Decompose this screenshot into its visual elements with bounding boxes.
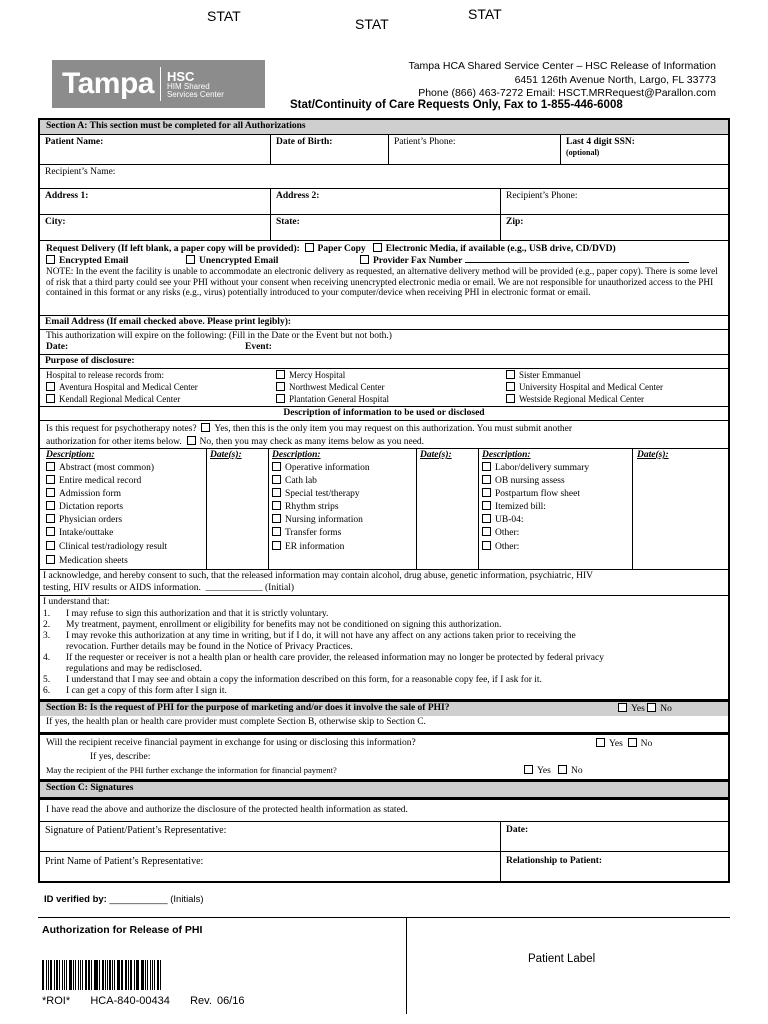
exchange-yes-label: Yes (537, 766, 551, 776)
record-item-label: Rhythm strips (285, 502, 339, 512)
items-grid (40, 448, 728, 569)
hospital-checkbox[interactable] (276, 370, 285, 379)
hospital-checkbox[interactable] (506, 382, 515, 391)
record-item-label: OB nursing assess (495, 476, 565, 486)
record-item-label: Special test/therapy (285, 489, 360, 499)
barcode-bar (154, 960, 155, 990)
record-item[interactable] (482, 541, 519, 553)
barcode-bar (50, 960, 53, 990)
record-item[interactable] (482, 462, 589, 474)
hospital-option[interactable] (506, 370, 581, 380)
stat-label-3: STAT (468, 6, 502, 22)
grid-divider (268, 449, 269, 569)
hospitals-block (40, 368, 728, 406)
address-row (40, 188, 728, 214)
barcode-bar (125, 960, 127, 990)
psych-line-1 (46, 423, 572, 435)
record-item[interactable] (272, 462, 370, 474)
barcode-bar (88, 960, 90, 990)
record-item[interactable] (46, 488, 121, 500)
footer-divider (38, 917, 730, 918)
barcode-bar (134, 960, 135, 990)
logo-line2: HIM Shared (166, 81, 210, 91)
record-item-label: Entire medical record (59, 476, 142, 486)
revision: Rev. 06/16 (190, 995, 245, 1007)
barcode-bar (160, 960, 161, 990)
barcode-bar (107, 960, 108, 990)
record-checkbox[interactable] (46, 488, 55, 497)
consent-line-2-text: testing, HIV results or AIDS information. (43, 583, 201, 593)
psych-question: Is this request for psychotherapy notes? (46, 424, 197, 434)
tampa-hsc-logo (52, 60, 265, 108)
exchange-question: May the recipient of the PHI further exchange the information for financial payment? (46, 765, 337, 775)
record-item-label: Other: (495, 528, 520, 538)
barcode-bar (112, 960, 113, 990)
hospital-option[interactable] (506, 394, 644, 404)
delivery-line-2b (186, 255, 278, 267)
record-item-label: Dictation reports (59, 502, 124, 512)
record-item[interactable] (482, 501, 546, 513)
record-item[interactable] (46, 462, 154, 474)
barcode-bar (46, 960, 47, 990)
hospital-checkbox[interactable] (46, 394, 55, 403)
ssn-label: Last 4 digit SSN: (566, 137, 635, 147)
address1-field[interactable]: Address 1: (45, 191, 89, 201)
record-checkbox[interactable] (482, 488, 491, 497)
understand-item: My treatment, payment, enrollment or eligibility for benefits may not be conditioned on signing this authorization. (66, 620, 502, 630)
barcode-bar (122, 960, 123, 990)
section-b-no-label: No (660, 704, 672, 714)
unencrypted-email-checkbox[interactable] (186, 255, 195, 264)
patient-name-field[interactable]: Patient Name: (45, 137, 104, 147)
col1-description-header: Description: (46, 450, 95, 460)
hospital-name: Kendall Regional Medical Center (59, 394, 181, 404)
barcode-bar (130, 960, 132, 990)
psych-no-checkbox[interactable] (187, 436, 196, 445)
record-checkbox[interactable] (482, 475, 491, 484)
record-item-label: Abstract (most common) (59, 463, 154, 473)
barcode-bar (82, 960, 83, 990)
exchange-no-label: No (570, 766, 583, 776)
record-checkbox[interactable] (272, 475, 281, 484)
record-item-label: Itemized bill: (495, 502, 546, 512)
record-checkbox[interactable] (482, 527, 491, 536)
barcode-bar (85, 960, 87, 990)
understand-item: I can get a copy of this form after I sign it. (66, 686, 227, 696)
header-org: Tampa HCA Shared Service Center – HSC Release of Information (408, 60, 716, 72)
record-item[interactable] (46, 475, 141, 487)
id-verified-label: ID verified by: (44, 894, 107, 905)
record-item-label: Other: (495, 542, 520, 552)
psych-no-label: No, then you may check as many items below as you need. (199, 437, 425, 447)
barcode-bar (152, 960, 153, 990)
logo-line3: Services Center (166, 89, 224, 99)
authorization-form (38, 118, 730, 883)
delivery-line-2c (360, 255, 689, 267)
payment-yes-label: Yes (609, 739, 623, 749)
record-checkbox[interactable] (272, 541, 281, 550)
signature-date-field[interactable]: Date: (500, 822, 728, 851)
psych-yes-label: Yes, then this is the only item you may request on this authorization. You must submit another (214, 424, 573, 434)
dob-field[interactable]: Date of Birth: (270, 135, 388, 164)
exchange-yes-no (524, 765, 583, 777)
record-item-label: ER information (285, 542, 345, 552)
barcode-bar (121, 960, 122, 990)
record-checkbox[interactable] (46, 555, 55, 564)
expiration-row (40, 329, 728, 354)
roi-code: *ROI* (42, 995, 71, 1007)
expire-event-field[interactable]: Event: (245, 342, 272, 352)
id-verified-blank[interactable]: ___________ (109, 894, 168, 905)
electronic-media-label: Electronic Media, if available (e.g., USB drive, CD/DVD) (385, 244, 616, 254)
record-checkbox[interactable] (272, 488, 281, 497)
record-item-label: Transfer forms (285, 528, 342, 538)
record-checkbox[interactable] (46, 501, 55, 510)
electronic-media-checkbox[interactable] (373, 243, 382, 252)
section-a-title: Section A: This section must be completed for all Authorizations (40, 120, 728, 134)
record-checkbox[interactable] (46, 541, 55, 550)
record-item-label: Medication sheets (59, 556, 128, 566)
delivery-line-2 (46, 255, 128, 267)
record-item-label: Intake/outtake (59, 528, 114, 538)
section-b-questions (40, 735, 728, 779)
initial-label: (Initial) (265, 583, 295, 593)
relationship-field[interactable]: Relationship to Patient: (500, 852, 728, 881)
record-item[interactable] (272, 501, 339, 513)
patient-label-area[interactable]: Patient Label (528, 953, 596, 965)
stat-label-2: STAT (355, 16, 389, 32)
record-item-label: Postpartum flow sheet (495, 489, 580, 499)
paper-copy-label: Paper Copy (317, 244, 366, 254)
expire-text: This authorization will expire on the following: (Fill in the Date or the Event but not both.) (46, 331, 392, 341)
form-id-line (42, 995, 244, 1008)
hospital-name: Northwest Medical Center (289, 382, 385, 392)
record-item-label: UB-04: (495, 515, 524, 525)
record-item[interactable] (482, 488, 580, 500)
id-verified-initials: (Initials) (170, 894, 204, 905)
delivery-line-1 (46, 243, 616, 255)
city-row (40, 214, 728, 240)
record-item-label: Operative information (285, 463, 370, 473)
record-item[interactable] (46, 514, 122, 526)
recipient-phone-field[interactable]: Recipient’s Phone: (500, 189, 728, 214)
hospital-checkbox[interactable] (506, 370, 515, 379)
understand-number: 4. (43, 653, 51, 663)
record-checkbox[interactable] (482, 514, 491, 523)
col3-dates-header: Date(s): (637, 450, 669, 460)
payment-describe-field[interactable]: If yes, describe: (90, 752, 151, 762)
delivery-note: NOTE: In the event the facility is unable to accommodate an electronic delivery as requested, an alternative delivery method will be provided (e.g., paper copy). There is some level of risk that a third party could see your PHI without your consent when receiving unencrypted electronic media or email. We are not responsible for unauthorized access to the PHI contained in this format or any risks (e.g., virus) potentially introduced to your computer/device when receiving PHI in electronic format or email. (46, 267, 718, 298)
barcode-bar (66, 960, 67, 990)
id-verified (44, 895, 204, 906)
record-item[interactable] (272, 475, 317, 487)
record-item-label: Labor/delivery summary (495, 463, 590, 473)
understand-number: 1. (43, 609, 51, 619)
logo-subtext (167, 70, 224, 99)
psychotherapy-block (40, 420, 728, 448)
exchange-no-checkbox[interactable] (558, 765, 567, 774)
col1-dates-header: Date(s): (210, 450, 242, 460)
payment-no-checkbox[interactable] (628, 738, 637, 747)
header-contact (408, 60, 716, 101)
stat-label-1: STAT (207, 8, 241, 24)
barcode-bar (109, 960, 111, 990)
col3-description-header: Description: (482, 450, 531, 460)
section-b-yes-checkbox[interactable] (618, 703, 627, 712)
consent-line-1: I acknowledge, and hereby consent to such, that the released information may contain alcohol, drug abuse, genetic information, psychiatric, HIV (43, 571, 594, 581)
state-field[interactable]: State: (270, 215, 500, 240)
record-item[interactable] (46, 541, 167, 553)
record-checkbox[interactable] (482, 501, 491, 510)
footer-vertical-divider (406, 917, 407, 1014)
purpose-field[interactable]: Purpose of disclosure: (45, 356, 135, 366)
col2-description-header: Description: (272, 450, 321, 460)
hospital-name: Westside Regional Medical Center (519, 394, 644, 404)
section-b-title-bar (40, 702, 728, 716)
section-b-subtitle: If yes, the health plan or health care provider must complete Section B, otherwise skip to Section C. (46, 717, 426, 727)
understand-number: 3. (43, 631, 51, 641)
hospital-name: Mercy Hospital (289, 370, 346, 380)
barcode (42, 960, 162, 990)
record-item[interactable] (272, 527, 341, 539)
hospital-option[interactable] (506, 382, 663, 392)
record-item[interactable] (482, 514, 524, 526)
hospital-option[interactable] (46, 394, 180, 404)
hospital-option[interactable] (276, 394, 389, 404)
barcode-bar (137, 960, 139, 990)
understand-item: revocation. Further details may be found in the Notice of Privacy Practices. (66, 642, 353, 652)
payment-no-label: No (640, 739, 653, 749)
col2-dates-header: Date(s): (420, 450, 452, 460)
record-item[interactable] (272, 488, 360, 500)
record-item[interactable] (46, 555, 128, 567)
email-row (40, 315, 728, 329)
hospital-name: University Hospital and Medical Center (519, 382, 663, 392)
psych-line2-text: authorization for other items below. (46, 437, 182, 447)
payment-question: Will the recipient receive financial payment in exchange for using or disclosing this information? (46, 738, 416, 748)
barcode-bar (147, 960, 148, 990)
barcode-bar (69, 960, 72, 990)
record-item[interactable] (482, 475, 565, 487)
header-fax: Stat/Continuity of Care Requests Only, Fax to 1-855-446-6008 (290, 99, 623, 111)
barcode-bar (42, 960, 44, 990)
delivery-block (40, 240, 728, 315)
unencrypted-email-label: Unencrypted Email (199, 256, 279, 266)
record-item-label: Admission form (59, 489, 122, 499)
section-b-no-checkbox[interactable] (647, 703, 656, 712)
understand-item: regulations and may be redisclosed. (66, 664, 202, 674)
record-checkbox[interactable] (46, 514, 55, 523)
record-checkbox[interactable] (46, 462, 55, 471)
barcode-bar (73, 960, 74, 990)
record-item-label: Cath lab (285, 476, 317, 486)
barcode-bar (91, 960, 92, 990)
logo-name: Tampa (62, 66, 154, 100)
record-checkbox[interactable] (272, 462, 281, 471)
barcode-bar (62, 960, 63, 990)
barcode-bar (56, 960, 58, 990)
recipient-row (40, 164, 728, 188)
section-b-title: Section B: Is the request of PHI for the purpose of marketing and/or does it involve the sale of PHI? (46, 703, 450, 713)
recipient-name-field[interactable]: Recipient’s Name: (45, 167, 116, 177)
logo-hsc: HSC (166, 68, 195, 84)
hospital-name: Aventura Hospital and Medical Center (59, 382, 198, 392)
paper-copy-checkbox[interactable] (305, 243, 314, 252)
record-item-label: Nursing information (285, 515, 363, 525)
grid-divider (206, 449, 207, 569)
section-c-title: Section C: Signatures (40, 782, 728, 797)
section-b-yes-no (618, 703, 672, 715)
hospital-option[interactable] (276, 370, 345, 380)
form-number: HCA-840-00434 (90, 995, 170, 1007)
understand-block (40, 595, 728, 699)
barcode-bar (102, 960, 104, 990)
hospital-label: Hospital to release records from: (46, 370, 164, 380)
print-name-field[interactable]: Print Name of Patient’s Representative: (45, 856, 204, 867)
record-checkbox[interactable] (482, 541, 491, 550)
header-phone-email: Phone (866) 463-7272 Email: HSCT.MRRequest@Parallon.com (418, 87, 716, 100)
section-c-statement-row (40, 800, 728, 821)
understand-number: 5. (43, 675, 51, 685)
hospital-checkbox[interactable] (276, 394, 285, 403)
barcode-bar (99, 960, 100, 990)
barcode-bar (150, 960, 152, 990)
understand-item: If the requester or receiver is not a health plan or health care provider, the released information may no longer be protected by federal privacy (66, 653, 604, 663)
expire-date-field[interactable]: Date: (46, 342, 69, 352)
barcode-bar (75, 960, 76, 990)
hospital-checkbox[interactable] (276, 382, 285, 391)
hospital-name: Plantation General Hospital (289, 394, 389, 404)
record-item[interactable] (272, 514, 363, 526)
barcode-bar (54, 960, 55, 990)
initial-blank[interactable]: ____________ (205, 583, 263, 593)
barcode-bar (136, 960, 137, 990)
address2-field[interactable]: Address 2: (270, 189, 500, 214)
header-address: 6451 126th Avenue North, Largo, FL 33773 (514, 73, 716, 86)
barcode-bar (105, 960, 106, 990)
section-b-header (40, 702, 728, 732)
barcode-bar (94, 960, 95, 990)
delivery-label: Request Delivery (If left blank, a paper copy will be provided): (46, 244, 300, 254)
barcode-bar (80, 960, 81, 990)
city-field[interactable]: City: (45, 217, 66, 227)
barcode-bar (48, 960, 49, 990)
record-checkbox[interactable] (482, 462, 491, 471)
zip-field[interactable]: Zip: (500, 215, 728, 240)
description-title: Description of information to be used or disclosed (40, 406, 728, 420)
payment-yes-no (596, 738, 652, 750)
hospital-option[interactable] (276, 382, 384, 392)
encrypted-email-label: Encrypted Email (59, 256, 129, 266)
email-address-field[interactable]: Email Address (If email checked above. Please print legibly): (45, 317, 292, 327)
understand-title: I understand that: (43, 597, 110, 607)
section-b-yes-label: Yes (631, 704, 645, 714)
consent-block (40, 569, 728, 595)
psych-line-2 (46, 436, 424, 448)
patient-row (40, 134, 728, 164)
grid-divider (478, 449, 479, 569)
understand-item: I understand that I may see and obtain a copy the information described on this form, for a reasonable copy fee, if I ask for it. (66, 675, 542, 685)
barcode-bar (145, 960, 146, 990)
barcode-bar (157, 960, 159, 990)
form-title: Authorization for Release of PHI (42, 924, 203, 936)
psych-yes-checkbox[interactable] (201, 423, 210, 432)
ssn-field[interactable] (560, 135, 728, 164)
record-item[interactable] (272, 541, 344, 553)
record-checkbox[interactable] (46, 475, 55, 484)
section-c-statement: I have read the above and authorize the disclosure of the protected health information as stated. (46, 805, 408, 815)
consent-line-2 (43, 583, 294, 594)
barcode-bar (114, 960, 115, 990)
patient-phone-field[interactable]: Patient’s Phone: (388, 135, 560, 164)
understand-number: 6. (43, 686, 51, 696)
signature-row (40, 821, 728, 851)
hospital-checkbox[interactable] (506, 394, 515, 403)
barcode-bar (117, 960, 120, 990)
record-checkbox[interactable] (272, 501, 281, 510)
understand-item: I may revoke this authorization at any time in writing, but if I do, it will not have any affect on any actions taken prior to receiving the (66, 631, 576, 641)
exchange-yes-checkbox[interactable] (524, 765, 533, 774)
record-item[interactable] (482, 527, 519, 539)
grid-divider (416, 449, 417, 569)
payment-yes-checkbox[interactable] (596, 738, 605, 747)
provider-fax-checkbox[interactable] (360, 255, 369, 264)
record-item-label: Physician orders (59, 515, 123, 525)
record-item[interactable] (46, 527, 113, 539)
provider-fax-label: Provider Fax Number (373, 256, 463, 266)
barcode-bar (95, 960, 98, 990)
record-item-label: Clinical test/radiology result (59, 542, 168, 552)
provider-fax-input[interactable] (465, 262, 689, 263)
ssn-note: (optional) (566, 147, 600, 157)
signature-field[interactable]: Signature of Patient/Patient’s Representative: (45, 825, 227, 836)
logo-divider (160, 67, 161, 101)
hospital-name: Sister Emmanuel (519, 370, 581, 380)
record-item[interactable] (46, 501, 123, 513)
hospital-checkbox[interactable] (46, 382, 55, 391)
hospital-option[interactable] (46, 382, 198, 392)
understand-item: I may refuse to sign this authorization and that it is strictly voluntary. (66, 609, 329, 619)
record-checkbox[interactable] (46, 527, 55, 536)
barcode-bar (78, 960, 80, 990)
record-checkbox[interactable] (272, 527, 281, 536)
understand-number: 2. (43, 620, 51, 630)
encrypted-email-checkbox[interactable] (46, 255, 55, 264)
barcode-bar (59, 960, 60, 990)
barcode-bar (128, 960, 129, 990)
record-checkbox[interactable] (272, 514, 281, 523)
grid-divider (632, 449, 633, 569)
print-name-row (40, 851, 728, 881)
barcode-bar (64, 960, 66, 990)
purpose-row (40, 354, 728, 368)
barcode-bar (141, 960, 144, 990)
